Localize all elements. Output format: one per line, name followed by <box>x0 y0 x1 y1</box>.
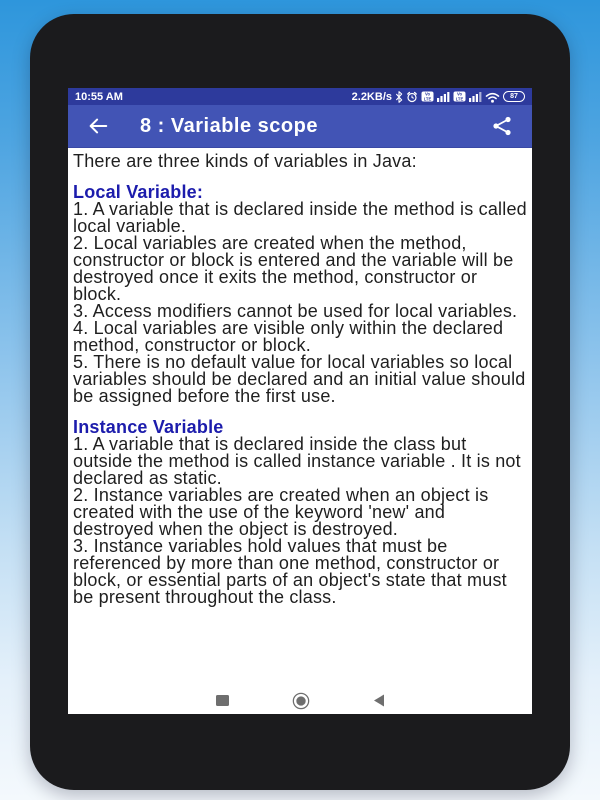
share-button[interactable] <box>490 114 514 138</box>
svg-text:Vo: Vo <box>456 91 463 97</box>
instance-variable-point: 3. Instance variables hold values that must be referenced by more than one method, constructor or block, or essential parts of an object's state that must be present throughout the class. <box>73 536 507 607</box>
network-speed: 2.2KB/s <box>351 90 392 103</box>
battery-percent: 87 <box>510 93 518 100</box>
local-variable-point: 3. Access modifiers cannot be used for local variables. <box>73 301 518 321</box>
tablet-device-frame <box>30 14 570 790</box>
local-variable-point: 4. Local variables are visible only within the declared method, constructor or block. <box>73 318 504 355</box>
svg-text:Vo: Vo <box>424 91 431 97</box>
back-button[interactable] <box>86 115 110 137</box>
section-heading-local-variable: Local Variable: <box>73 182 204 202</box>
battery-icon <box>503 91 525 102</box>
local-variable-point: 5. There is no default value for local variables so local variables should be declared and an initial value should be assigned before the first use. <box>73 352 526 406</box>
app-bar <box>68 105 532 148</box>
volte-icon <box>453 91 466 102</box>
local-variable-point: 2. Local variables are created when the method, constructor or block is entered and the variable will be destroyed once it exits the method, constructor or block. <box>73 233 514 304</box>
svg-text:LTE: LTE <box>423 96 432 102</box>
page-title: 8 : Variable scope <box>140 114 318 137</box>
volte-icon <box>421 91 434 102</box>
recents-square-icon[interactable] <box>215 694 230 707</box>
signal-bars-icon <box>437 91 450 102</box>
back-triangle-icon[interactable] <box>372 693 386 708</box>
content-scroll-area[interactable] <box>68 148 532 687</box>
status-bar <box>68 88 532 105</box>
bluetooth-icon <box>395 91 403 103</box>
section-heading-instance-variable: Instance Variable <box>73 417 224 437</box>
wifi-icon <box>485 91 500 103</box>
status-bar-right <box>352 91 525 103</box>
intro-text: There are three kinds of variables in Java: <box>73 151 417 171</box>
svg-text:LTE: LTE <box>455 96 464 102</box>
status-time: 10:55 AM <box>75 90 123 103</box>
instance-variable-point: 1. A variable that is declared inside the class but outside the method is called instance variable . It is not declared as static. <box>73 434 521 488</box>
signal-bars-icon <box>469 91 482 102</box>
instance-variable-point: 2. Instance variables are created when an object is created with the use of the keyword 'new' and destroyed when the object is destroyed. <box>73 485 489 539</box>
device-screen <box>68 88 532 714</box>
home-circle-icon[interactable] <box>292 692 310 710</box>
alarm-icon <box>406 91 418 103</box>
local-variable-point: 1. A variable that is declared inside the method is called local variable. <box>73 199 527 236</box>
navigation-bar <box>68 687 532 714</box>
